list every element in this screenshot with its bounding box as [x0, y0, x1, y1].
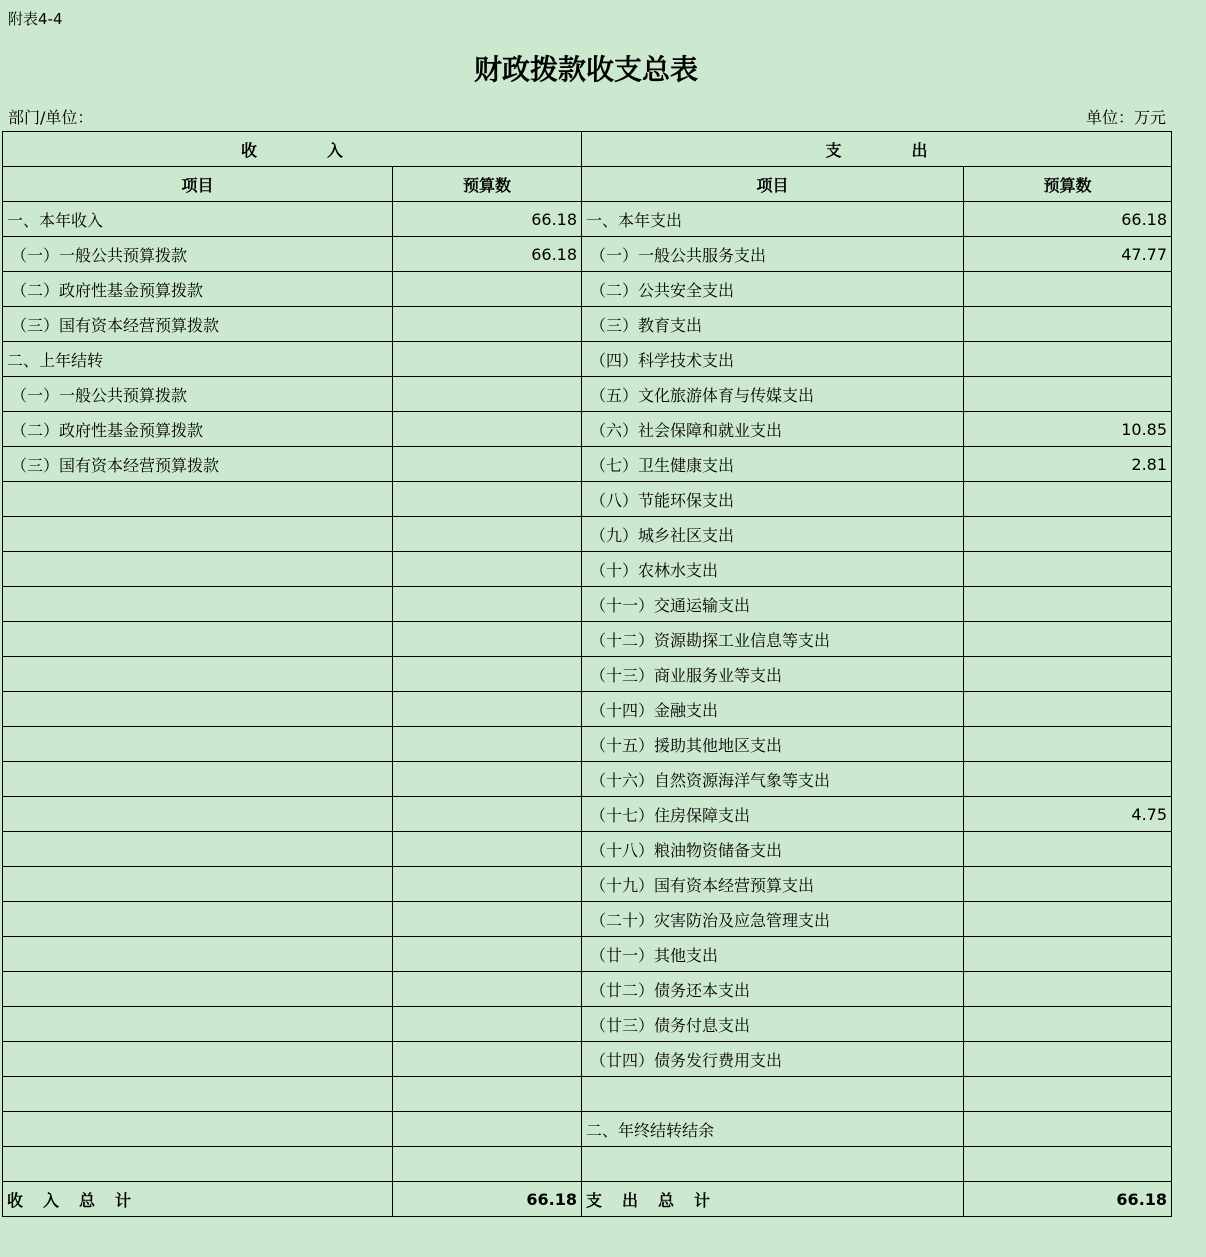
expense-value-cell — [964, 972, 1172, 1007]
income-value-cell — [393, 727, 582, 762]
income-value-cell — [393, 797, 582, 832]
table-row — [3, 937, 1172, 972]
expense-item-cell: 一、本年支出 — [582, 202, 964, 237]
table-row — [3, 832, 1172, 867]
expense-item-cell: 二、年终结转结余 — [582, 1112, 964, 1147]
table-body — [3, 202, 1172, 1182]
expense-item-column-header: 项目 — [582, 167, 964, 202]
expense-value-cell — [964, 587, 1172, 622]
expense-item-cell: （六）社会保障和就业支出 — [582, 412, 964, 447]
income-item-cell — [3, 1042, 393, 1077]
budget-table — [2, 131, 1172, 1217]
expense-item-cell: （十二）资源勘探工业信息等支出 — [582, 622, 964, 657]
income-value-cell — [393, 867, 582, 902]
expense-item-cell: （一）一般公共服务支出 — [582, 237, 964, 272]
expense-item-cell: （三）教育支出 — [582, 307, 964, 342]
income-item-cell: （一）一般公共预算拨款 — [3, 237, 393, 272]
expense-item-cell: （廿二）债务还本支出 — [582, 972, 964, 1007]
income-value-cell — [393, 307, 582, 342]
expense-item-cell: （七）卫生健康支出 — [582, 447, 964, 482]
expense-value-cell — [964, 342, 1172, 377]
table-row — [3, 342, 1172, 377]
table-row — [3, 377, 1172, 412]
income-value-cell — [393, 622, 582, 657]
expense-item-cell: （十四）金融支出 — [582, 692, 964, 727]
expense-item-cell: （廿四）债务发行费用支出 — [582, 1042, 964, 1077]
income-value-cell: 66.18 — [393, 202, 582, 237]
expense-value-cell: 66.18 — [964, 202, 1172, 237]
income-value-cell — [393, 1077, 582, 1112]
income-item-cell — [3, 902, 393, 937]
income-item-cell — [3, 552, 393, 587]
income-item-cell — [3, 1112, 393, 1147]
income-item-cell — [3, 1147, 393, 1182]
expense-value-cell — [964, 832, 1172, 867]
table-row — [3, 692, 1172, 727]
income-item-cell — [3, 832, 393, 867]
expense-value-cell — [964, 1112, 1172, 1147]
income-section-header: 收入 — [3, 132, 582, 167]
table-row — [3, 587, 1172, 622]
income-total-label: 收入总计 — [3, 1182, 393, 1217]
expense-item-cell: （十）农林水支出 — [582, 552, 964, 587]
unit-label: 单位：万元 — [1085, 108, 1166, 127]
income-item-cell: 二、上年结转 — [3, 342, 393, 377]
expense-value-cell: 2.81 — [964, 447, 1172, 482]
income-item-cell — [3, 622, 393, 657]
table-row — [3, 622, 1172, 657]
income-value-cell — [393, 447, 582, 482]
table-row — [3, 972, 1172, 1007]
expense-total-value: 66.18 — [964, 1182, 1172, 1217]
table-row — [3, 447, 1172, 482]
expense-item-cell: （二）公共安全支出 — [582, 272, 964, 307]
expense-value-cell: 4.75 — [964, 797, 1172, 832]
table-row — [3, 412, 1172, 447]
income-total-value: 66.18 — [393, 1182, 582, 1217]
expense-item-cell: （十六）自然资源海洋气象等支出 — [582, 762, 964, 797]
table-row — [3, 1007, 1172, 1042]
table-row — [3, 1112, 1172, 1147]
expense-item-cell: （八）节能环保支出 — [582, 482, 964, 517]
income-item-cell: （二）政府性基金预算拨款 — [3, 412, 393, 447]
income-value-cell — [393, 1042, 582, 1077]
expense-item-cell: （廿一）其他支出 — [582, 937, 964, 972]
expense-value-cell — [964, 657, 1172, 692]
income-value-cell — [393, 657, 582, 692]
income-item-cell — [3, 937, 393, 972]
table-row — [3, 902, 1172, 937]
income-value-cell — [393, 832, 582, 867]
income-value-cell — [393, 412, 582, 447]
income-value-cell — [393, 972, 582, 1007]
income-value-cell — [393, 377, 582, 412]
income-item-cell: 一、本年收入 — [3, 202, 393, 237]
table-row — [3, 657, 1172, 692]
income-item-cell — [3, 972, 393, 1007]
department-label: 部门/单位： — [8, 108, 94, 127]
expense-item-cell — [582, 1077, 964, 1112]
expense-item-cell: （十九）国有资本经营预算支出 — [582, 867, 964, 902]
expense-item-cell: （十八）粮油物资储备支出 — [582, 832, 964, 867]
expense-value-cell — [964, 272, 1172, 307]
expense-item-cell: （五）文化旅游体育与传媒支出 — [582, 377, 964, 412]
income-value-cell — [393, 762, 582, 797]
expense-value-cell: 47.77 — [964, 237, 1172, 272]
expense-item-cell: （二十）灾害防治及应急管理支出 — [582, 902, 964, 937]
expense-value-cell — [964, 482, 1172, 517]
table-row — [3, 237, 1172, 272]
income-value-cell — [393, 517, 582, 552]
income-item-cell — [3, 762, 393, 797]
table-row — [3, 517, 1172, 552]
expense-value-cell — [964, 867, 1172, 902]
income-item-cell: （一）一般公共预算拨款 — [3, 377, 393, 412]
income-item-cell — [3, 1077, 393, 1112]
income-item-cell — [3, 517, 393, 552]
income-value-cell — [393, 272, 582, 307]
expense-section-header: 支出 — [582, 132, 1172, 167]
income-value-cell — [393, 587, 582, 622]
income-item-cell — [3, 587, 393, 622]
income-item-cell: （二）政府性基金预算拨款 — [3, 272, 393, 307]
income-item-cell — [3, 1007, 393, 1042]
table-row — [3, 797, 1172, 832]
table-row — [3, 1147, 1172, 1182]
income-item-cell — [3, 692, 393, 727]
table-row — [3, 1042, 1172, 1077]
expense-budget-column-header: 预算数 — [964, 167, 1172, 202]
expense-item-cell: （廿三）债务付息支出 — [582, 1007, 964, 1042]
total-row — [3, 1182, 1172, 1217]
expense-value-cell — [964, 377, 1172, 412]
expense-value-cell: 10.85 — [964, 412, 1172, 447]
table-row — [3, 482, 1172, 517]
expense-value-cell — [964, 692, 1172, 727]
income-item-cell — [3, 797, 393, 832]
income-value-cell — [393, 342, 582, 377]
expense-value-cell — [964, 937, 1172, 972]
income-item-cell — [3, 727, 393, 762]
table-row — [3, 202, 1172, 237]
income-item-cell — [3, 867, 393, 902]
income-value-cell — [393, 902, 582, 937]
table-row — [3, 727, 1172, 762]
expense-item-cell: （十七）住房保障支出 — [582, 797, 964, 832]
table-row — [3, 552, 1172, 587]
income-value-cell — [393, 692, 582, 727]
income-item-cell: （三）国有资本经营预算拨款 — [3, 447, 393, 482]
income-value-cell — [393, 1147, 582, 1182]
table-row — [3, 762, 1172, 797]
table-row — [3, 307, 1172, 342]
income-value-cell — [393, 482, 582, 517]
income-item-cell — [3, 657, 393, 692]
expense-item-cell — [582, 1147, 964, 1182]
page-title: 财政拨款收支总表 — [473, 53, 698, 86]
expense-item-cell: （十一）交通运输支出 — [582, 587, 964, 622]
income-value-cell — [393, 1007, 582, 1042]
attachment-label: 附表4-4 — [8, 10, 63, 28]
expense-value-cell — [964, 902, 1172, 937]
expense-value-cell — [964, 727, 1172, 762]
expense-value-cell — [964, 552, 1172, 587]
expense-value-cell — [964, 1007, 1172, 1042]
income-item-column-header: 项目 — [3, 167, 393, 202]
table-row — [3, 1077, 1172, 1112]
table-row — [3, 867, 1172, 902]
expense-value-cell — [964, 517, 1172, 552]
expense-item-cell: （四）科学技术支出 — [582, 342, 964, 377]
income-item-cell: （三）国有资本经营预算拨款 — [3, 307, 393, 342]
expense-total-label: 支出总计 — [582, 1182, 964, 1217]
income-value-cell: 66.18 — [393, 237, 582, 272]
income-value-cell — [393, 552, 582, 587]
expense-item-cell: （十三）商业服务业等支出 — [582, 657, 964, 692]
expense-value-cell — [964, 307, 1172, 342]
expense-item-cell: （十五）援助其他地区支出 — [582, 727, 964, 762]
expense-value-cell — [964, 1042, 1172, 1077]
expense-item-cell: （九）城乡社区支出 — [582, 517, 964, 552]
expense-value-cell — [964, 622, 1172, 657]
expense-value-cell — [964, 1147, 1172, 1182]
expense-value-cell — [964, 1077, 1172, 1112]
income-value-cell — [393, 1112, 582, 1147]
expense-value-cell — [964, 762, 1172, 797]
income-item-cell — [3, 482, 393, 517]
table-row — [3, 272, 1172, 307]
income-value-cell — [393, 937, 582, 972]
income-budget-column-header: 预算数 — [393, 167, 582, 202]
